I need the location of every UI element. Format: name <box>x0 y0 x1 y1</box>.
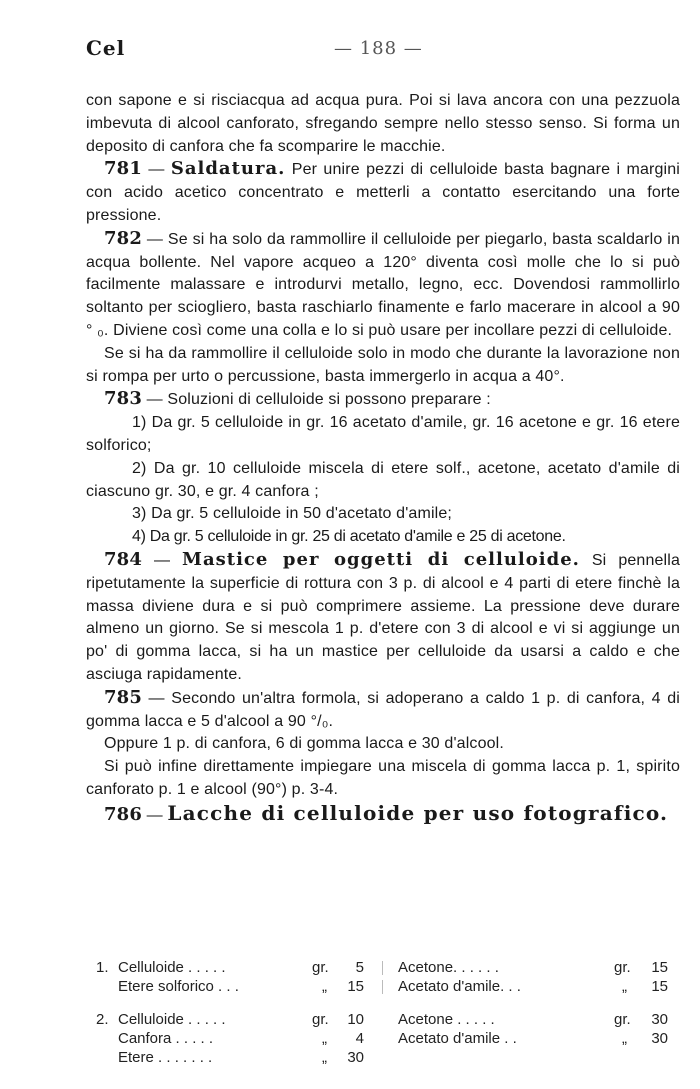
recipe-table <box>86 958 680 1081</box>
ingredient-name: Canfora . . . . . <box>118 1030 214 1047</box>
section-number: 782 <box>104 227 143 249</box>
ingredient-unit: „ <box>322 1049 327 1066</box>
paragraph-782: 782 — Se si ha solo da rammollire il celluloide per piegarlo, basta scaldarlo in acqua bollente. Nel vapore acqueo a 120° diventa così molle che lo si può facilmente malassare e introdurvi metallo, legno, ecc. Dovendosi rammollirlo soltanto per sciogliero, basta raschiarlo finamente e farlo macerare in alcool a 90 ° ₀. Diviene così come una colla e lo si può usare per incollare pezzi di celluloide. <box>86 227 680 339</box>
body-text <box>86 90 680 828</box>
recipe-number: 2. <box>96 1011 109 1028</box>
ingredient-unit: gr. <box>614 1011 631 1028</box>
paragraph: Se si ha da rammollire il celluloide solo in modo che durante la lavorazione non si rompa per urto o percussione, basta immergerlo in acqua a 40°. <box>86 344 680 385</box>
ingredient-qty: 30 <box>651 1011 668 1028</box>
ingredient-unit: gr. <box>614 959 631 976</box>
page-header <box>86 36 680 64</box>
ingredient-qty: 15 <box>651 978 668 995</box>
column-divider <box>382 961 383 975</box>
table-row <box>86 1029 680 1048</box>
paragraph: con sapone e si risciacqua ad acqua pura. Poi si lava ancora con una pezzuola imbevuta di alcool canforato, sfregando sempre nello stesso senso. Si forma un deposito di canfora che fa scomparire le macchie. <box>86 92 680 155</box>
ingredient-name: Etere solforico . . . <box>118 978 239 995</box>
paragraph-781: 781 — Saldatura. Per unire pezzi di celluloide basta bagnare i margini con acido acetico concentrato e metterli a contatto esercitando una forte pressione. <box>86 158 680 224</box>
ingredient-qty: 5 <box>355 959 364 976</box>
paragraph-783: 783 — Soluzioni di celluloide si possono preparare : <box>104 388 491 410</box>
column-divider <box>382 980 383 994</box>
list-item: 2) Da gr. 10 celluloide miscela di etere solf., acetone, acetato d'amile di ciascuno gr. 30, e gr. 4 canfora ; <box>86 459 680 500</box>
ingredient-name: Celluloide . . . . . <box>118 959 226 976</box>
list-item: 4) Da gr. 5 celluloide in gr. 25 di acetato d'amile e 25 di acetone. <box>132 528 566 546</box>
section-heading: Lacche di celluloide per uso fotografico. <box>167 800 669 825</box>
section-number: 781 <box>104 158 143 180</box>
ingredient-name: Acetato d'amile. . . <box>398 978 521 995</box>
ingredient-unit: „ <box>322 978 327 995</box>
ingredient-unit: „ <box>622 1030 627 1047</box>
section-number: 784 <box>104 548 143 570</box>
table-row <box>86 958 680 977</box>
table-row <box>86 1010 680 1029</box>
ingredient-unit: „ <box>322 1030 327 1047</box>
ingredient-qty: 10 <box>347 1011 364 1028</box>
running-head: Cel <box>86 36 126 60</box>
table-row <box>86 977 680 996</box>
section-number: 786 <box>104 803 143 825</box>
paragraph: Si può infine direttamente impiegare una miscela di gomma lacca p. 1, spirito canforato p. 1 e alcool (90°) p. 3-4. <box>86 758 680 798</box>
ingredient-name: Acetato d'amile . . <box>398 1030 517 1047</box>
ingredient-unit: „ <box>622 978 627 995</box>
ingredient-unit: gr. <box>312 959 329 976</box>
ingredient-qty: 15 <box>651 959 668 976</box>
ingredient-name: Acetone . . . . . <box>398 1011 495 1028</box>
section-number: 783 <box>104 388 143 410</box>
list-item: 3) Da gr. 5 celluloide in 50 d'acetato d'amile; <box>132 505 453 523</box>
section-heading: Mastice per oggetti di celluloide. <box>182 548 580 570</box>
recipe-2 <box>86 1010 680 1067</box>
ingredient-name: Etere . . . . . . . <box>118 1049 213 1066</box>
paragraph-784: 784 — Mastice per oggetti di celluloide. Si pennella ripetutamente la superficie di rottura con 3 p. di alcool e 4 parti di etere finchè la massa diviene dura e si può comprimere assieme. La pressione deve durare almeno un giorno. Se si mescola 1 p. d'etere con 3 di alcool e vi si aggiunge un po' di gomma lacca, si ha un mastice per celluloide da usarsi a caldo e che asciuga rapidamente. <box>86 548 681 683</box>
list-item: 1) Da gr. 5 celluloide in gr. 16 acetato d'amile, gr. 16 acetone e gr. 16 etere solforico; <box>86 414 680 454</box>
page-number: — 188 — <box>334 38 423 59</box>
recipe-1 <box>86 958 680 996</box>
ingredient-unit: gr. <box>312 1011 329 1028</box>
section-heading: Saldatura. <box>170 158 286 180</box>
table-row <box>86 1048 680 1067</box>
ingredient-name: Celluloide . . . . . <box>118 1011 226 1028</box>
ingredient-qty: 15 <box>347 978 364 995</box>
ingredient-qty: 30 <box>347 1049 364 1066</box>
paragraph: Oppure 1 p. di canfora, 6 di gomma lacca e 30 d'alcool. <box>104 735 504 753</box>
ingredient-qty: 30 <box>651 1030 668 1047</box>
paragraph-785: 785 — Secondo un'altra formola, si adoperano a caldo 1 p. di canfora, 4 di gomma lacca e 5 d'alcool a 90 °/₀. <box>86 686 681 730</box>
ingredient-qty: 4 <box>355 1030 364 1047</box>
ingredient-name: Acetone. . . . . . <box>398 959 499 976</box>
recipe-number: 1. <box>96 959 109 976</box>
section-number: 785 <box>104 686 143 708</box>
paragraph-786: 786 — Lacche di celluloide per uso fotografico. <box>104 800 669 825</box>
